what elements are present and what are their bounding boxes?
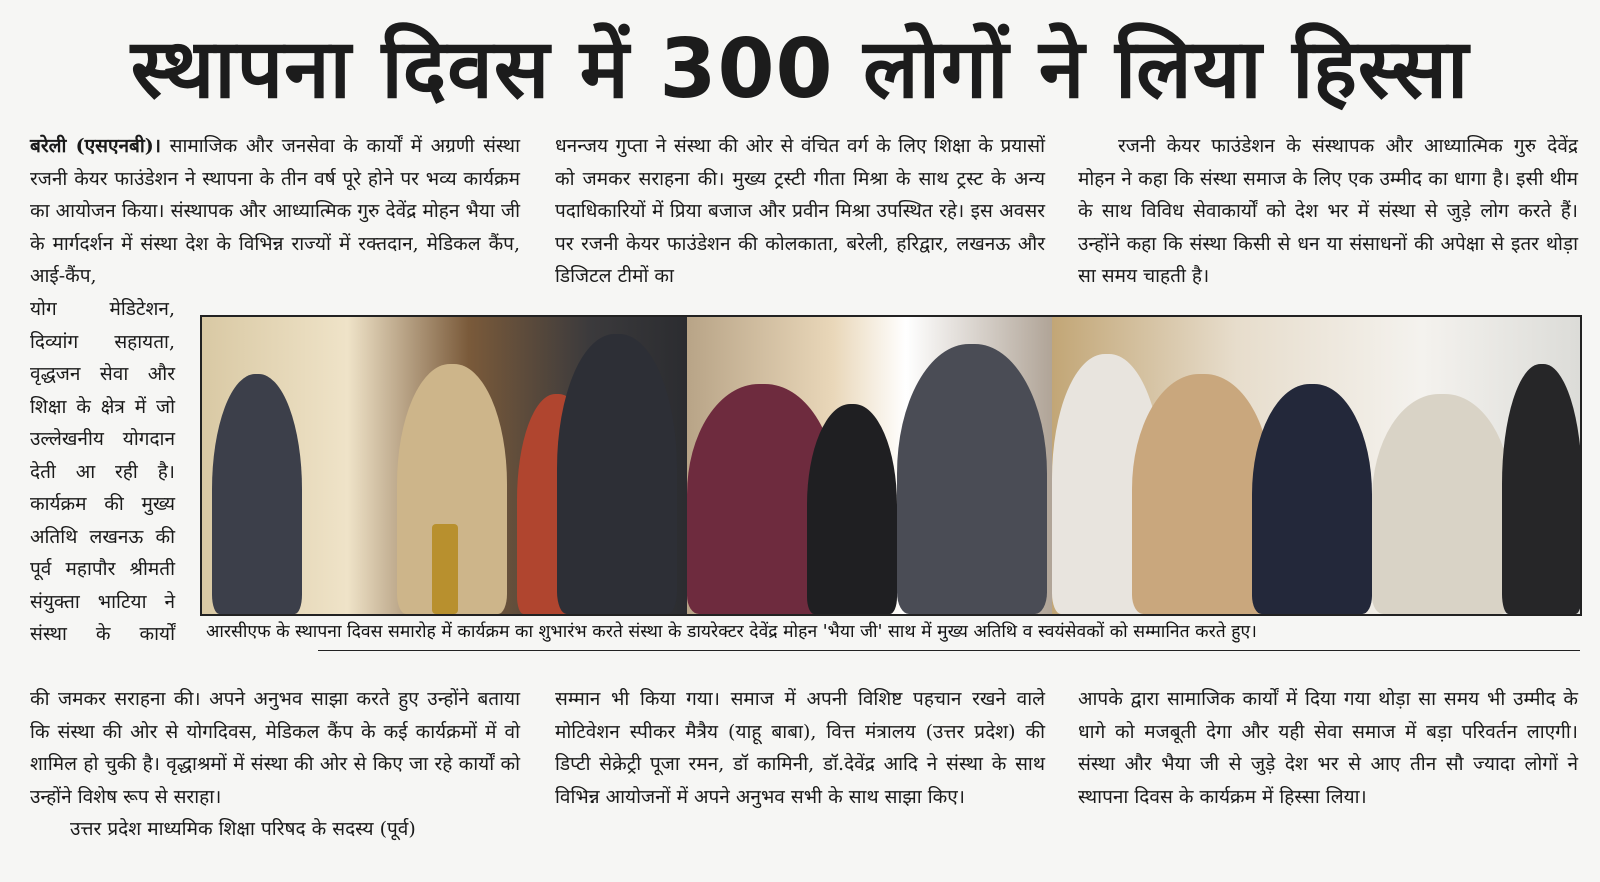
photo-volunteers-honored (1052, 317, 1580, 614)
article-column-1-narrow: योग मेडिटेशन, दिव्यांग सहायता, वृद्धजन सेवा और शिक्षा के क्षेत्र में जो उल्लेखनीय योगदान देती आ रही है। कार्यक्रम की मुख्य अतिथि लखनऊ की पूर्व महापौर श्रीमती संयुक्ता भाटिया ने संस्था के कार्यों (30, 298, 175, 645)
photo-caption: आरसीएफ के स्थापना दिवस समारोह में कार्यक्रम का शुभारंभ करते संस्था के डायरेक्टर देवेंद्र मोहन 'भैया जी' साथ में मुख्य अतिथि व स्वयंसेवकों को सम्मानित करते हुए। (206, 622, 1257, 642)
article-column-1-bottom (30, 683, 520, 846)
article-column-1-top (30, 130, 520, 293)
article-paragraph: आपके द्वारा सामाजिक कार्यों में दिया गया थोड़ा सा समय भी उम्मीद के धागे को मजबूती देगा और यही सेवा समाज में बड़ा परिवर्तन लाएगी। संस्था और भैया जी से जुड़े देश भर से आए तीन सौ ज्यादा लोगों ने स्थापना दिवस के कार्यक्रम में हिस्सा लिया। (1078, 688, 1578, 808)
article-paragraph: धनन्जय गुप्ता ने संस्था की ओर से वंचित वर्ग के लिए शिक्षा के प्रयासों को जमकर सराहना की। मुख्य ट्रस्टी गीता मिश्रा के साथ ट्रस्ट के अन्य पदाधिकारियों में प्रिया बजाज और प्रवीन मिश्रा उपस्थित रहे। इस अवसर पर रजनी केयर फाउंडेशन की कोलकाता, बरेली, हरिद्वार, लखनऊ और डिजिटल टीमों का (555, 135, 1045, 287)
article-text: सामाजिक और जनसेवा के कार्यों में अग्रणी संस्था रजनी केयर फाउंडेशन ने स्थापना के तीन वर्ष पूरे होने पर भव्य कार्यक्रम का आयोजन किया। संस्थापक और आध्यात्मिक गुरु देवेंद्र मोहन भैया जी के मार्गदर्शन में संस्था देश के विभिन्न राज्यों में रक्तदान, मेडिकल कैंप, आई-कैंप, (30, 135, 520, 287)
article-column-2-top (555, 130, 1045, 293)
article-column-2-bottom (555, 683, 1045, 813)
article-paragraph (30, 130, 520, 293)
dateline: बरेली (एसएनबी)। (30, 135, 161, 157)
article-paragraph: सम्मान भी किया गया। समाज में अपनी विशिष्ट पहचान रखने वाले मोटिवेशन स्पीकर मैत्रैय (याहू बाबा), वित्त मंत्रालय (उत्तर प्रदेश) की डिप्टी सेक्रेट्री पूजा रमन, डॉ कामिनी, डॉ.देवेंद्र आदि ने संस्था के साथ विभिन्न आयोजनों में अपने अनुभव सभी के साथ साझा किए। (555, 688, 1045, 808)
article-column-3-top (1078, 130, 1578, 293)
photo-award-presentation (687, 317, 1052, 614)
article-column-3-bottom (1078, 683, 1578, 813)
article-paragraph: उत्तर प्रदेश माध्यमिक शिक्षा परिषद के सदस्य (पूर्व) (70, 818, 416, 840)
news-photo (200, 315, 1582, 616)
headline: स्थापना दिवस में 300 लोगों ने लिया हिस्सा (130, 22, 1470, 117)
caption-divider (318, 650, 1580, 651)
photo-lamp-lighting (202, 317, 687, 614)
article-paragraph: की जमकर सराहना की। अपने अनुभव साझा करते हुए उन्होंने बताया कि संस्था की ओर से योगदिवस, मेडिकल कैंप के कई कार्यक्रमों में वो शामिल हो चुकी है। वृद्धाश्रमों में संस्था की ओर से किए जा रहे कार्यों को उन्होंने विशेष रूप से सराहा। (30, 688, 520, 808)
article-paragraph: रजनी केयर फाउंडेशन के संस्थापक और आध्यात्मिक गुरु देवेंद्र मोहन ने कहा कि संस्था समाज के लिए एक उम्मीद का धागा है। इसी थीम के साथ विविध सेवाकार्यों को देश भर में संस्था से जुड़े लोग करते हैं। उन्होंने कहा कि संस्था किसी से धन या संसाधनों की अपेक्षा से इतर थोड़ा सा समय चाहती है। (1078, 135, 1578, 287)
page-edge (0, 862, 1600, 882)
